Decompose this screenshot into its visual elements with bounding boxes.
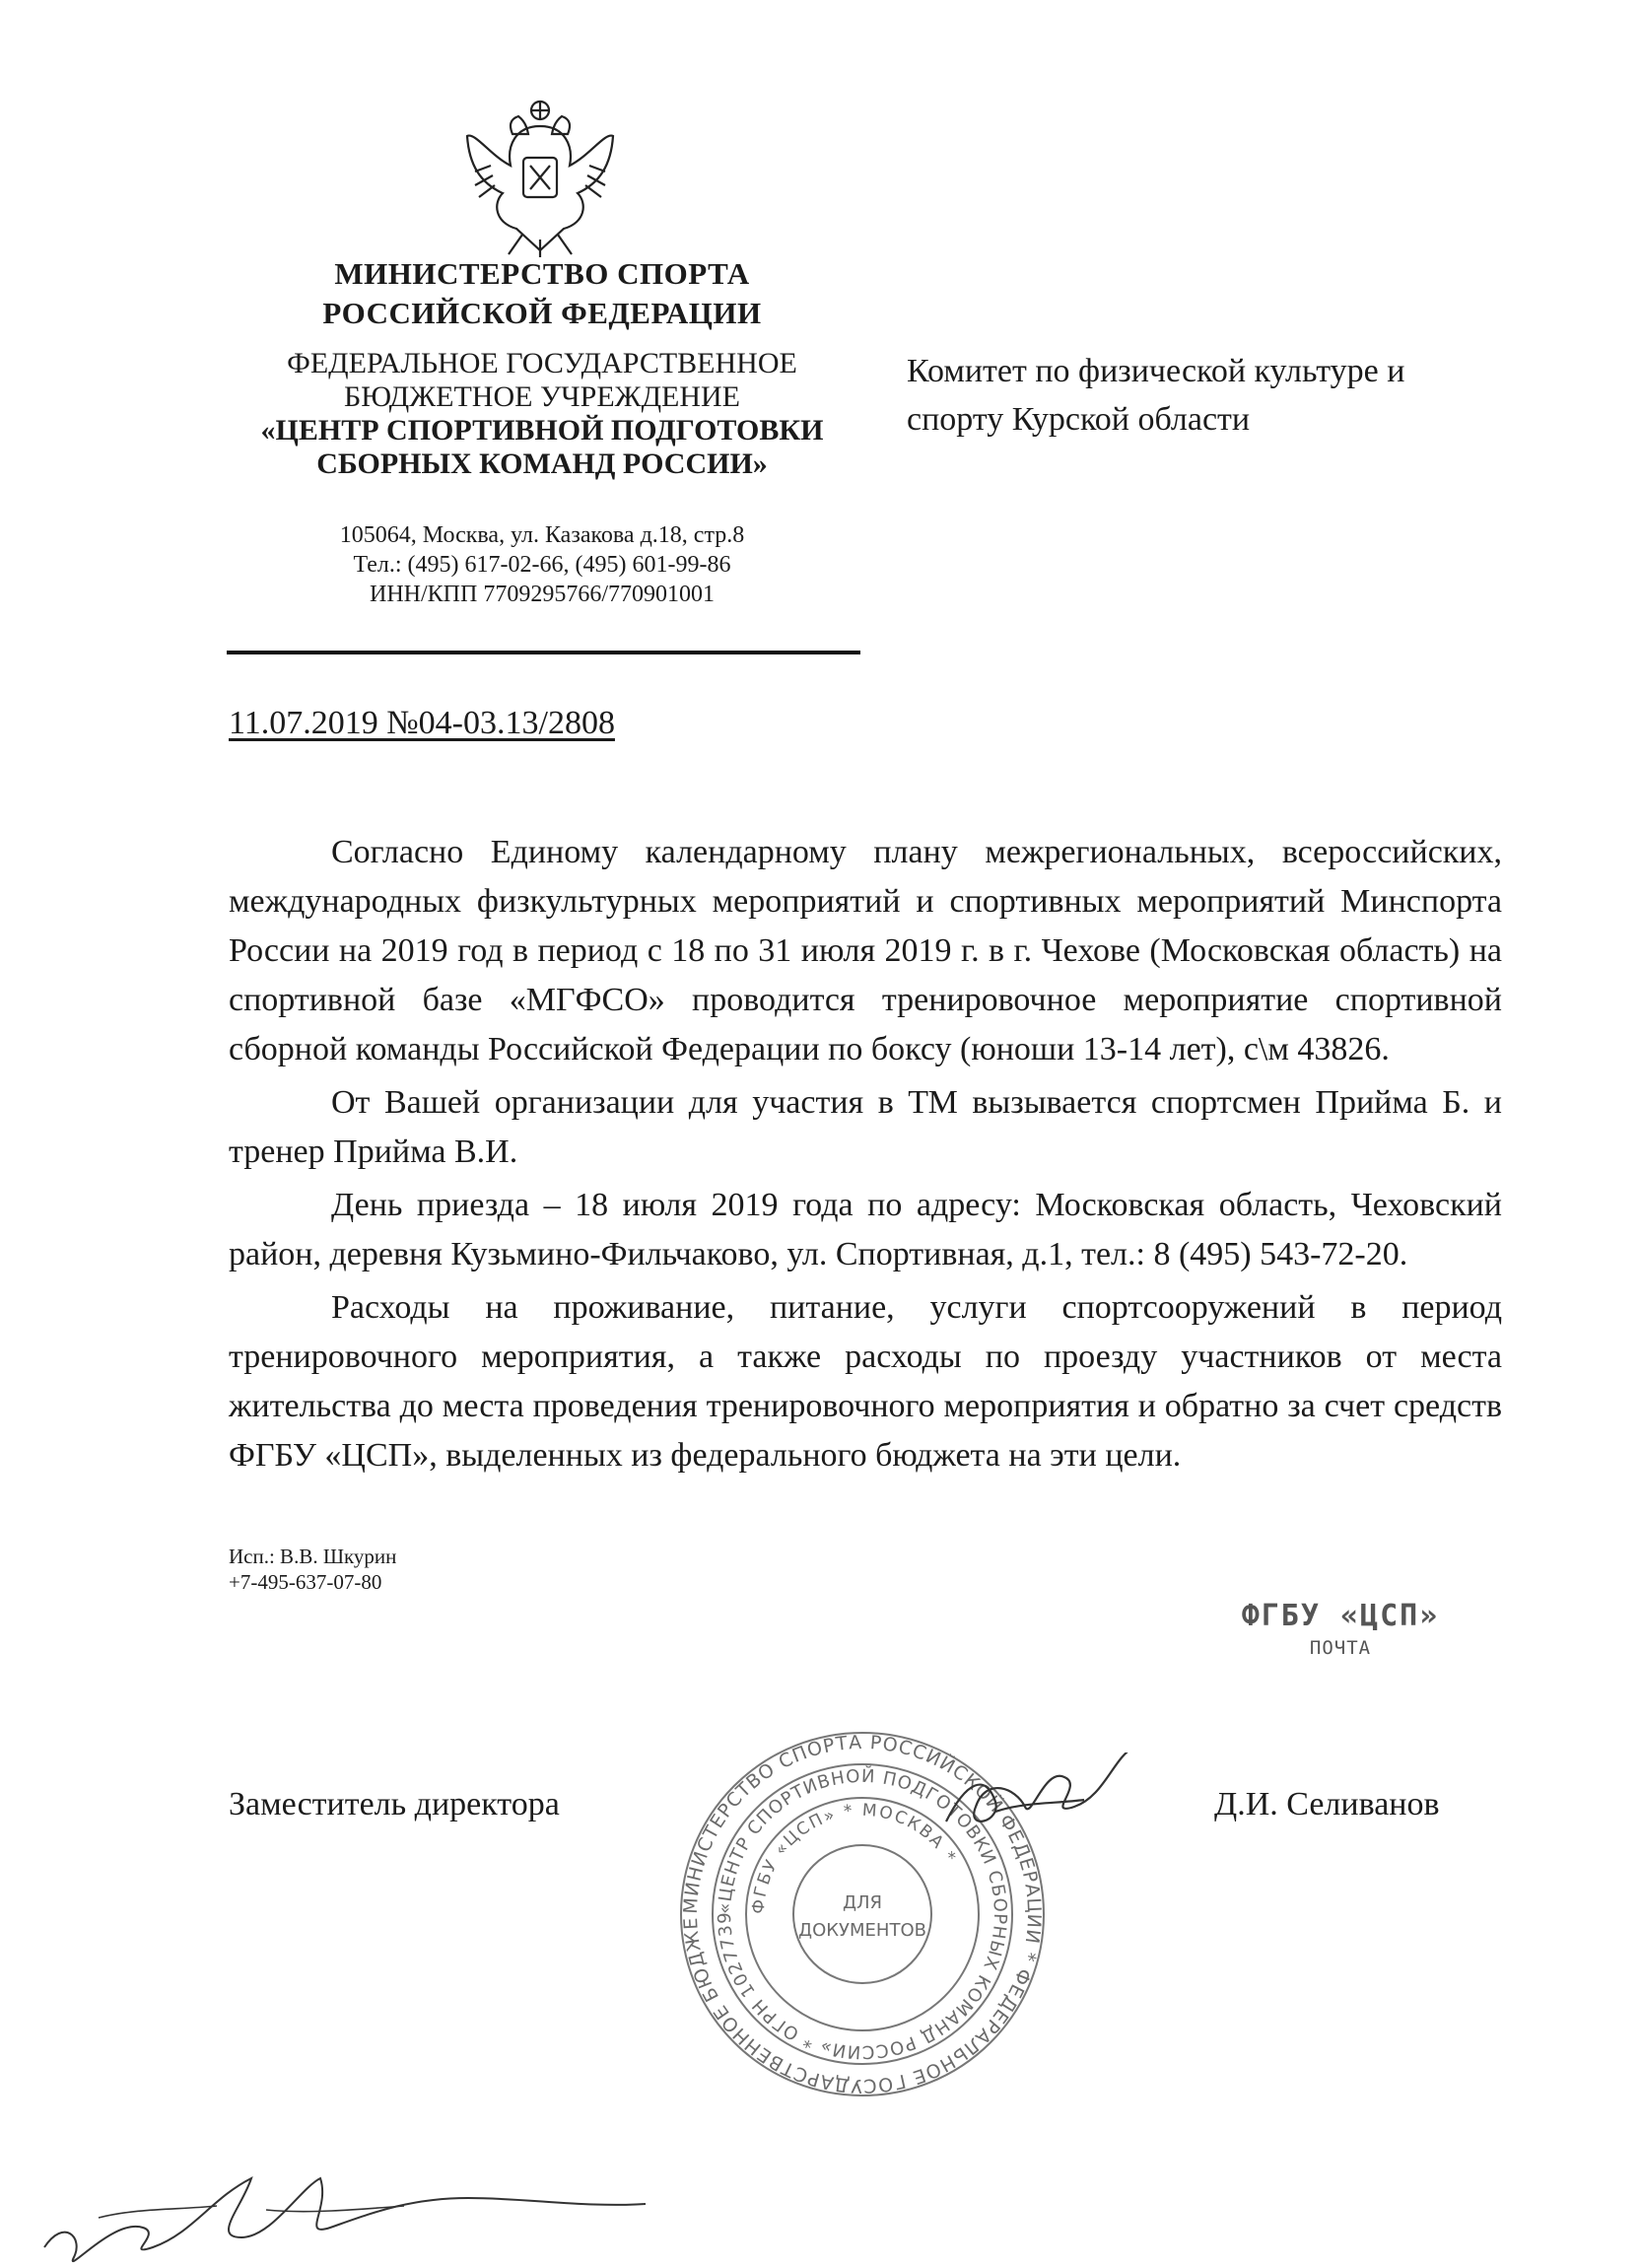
executor-phone: +7-495-637-07-80 [229, 1570, 382, 1594]
address: 105064, Москва, ул. Казакова д.18, стр.8 [339, 522, 745, 548]
paragraph: От Вашей организации для участия в ТМ вызывается спортсмен Прийма Б. и тренер Прийма В.И. [229, 1084, 1502, 1170]
document-number: 11.07.2019 №04-03.13/2808 [229, 705, 615, 741]
letter-body [229, 828, 1502, 1484]
signatory-name: Д.И. Селиванов [1214, 1786, 1440, 1822]
inn: ИНН/КПП 7709295766/770901001 [369, 582, 715, 607]
org-line: ФЕДЕРАЛЬНОЕ ГОСУДАРСТВЕННОЕ [287, 347, 797, 379]
signatory-title: Заместитель директора [229, 1786, 560, 1822]
mail-stamp-label: ПОЧТА [1309, 1637, 1372, 1659]
seal-middle-text: «ЦЕНТР СПОРТИВНОЙ ПОДГОТОВКИ СБОРНЫХ КОМАНД РОССИИ» * ОГРН 1027739 [714, 1765, 1011, 2063]
org-name-line: СБОРНЫХ КОМАНД РОССИИ» [316, 447, 768, 480]
ministry-header [246, 254, 838, 333]
recipient [887, 347, 1538, 444]
header-divider [227, 651, 860, 654]
mail-stamp-org: ФГБУ «ЦСП» [1241, 1599, 1440, 1633]
handwritten-signature [936, 1753, 1163, 1861]
seal-inner-text: ФГБУ «ЦСП» * МОСКВА * [748, 1800, 961, 1915]
ministry-line: РОССИЙСКОЙ ФЕДЕРАЦИИ [322, 296, 762, 330]
seal-center-line: ДЛЯ [842, 1892, 883, 1913]
mail-stamp [1232, 1599, 1449, 1659]
executor-block [229, 1544, 396, 1595]
org-name-line: «ЦЕНТР СПОРТИВНОЙ ПОДГОТОВКИ [260, 414, 824, 447]
org-line: БЮДЖЕТНОЕ УЧРЕЖДЕНИЕ [343, 380, 741, 413]
paragraph: Расходы на проживание, питание, услуги спортсооружений в период тренировочного мероприятия, а также расходы по проезду участников от места жительства до места проведения тренировочного мероприятия и обратно за счет средств ФГБУ «ЦСП», выделенных из федерального бюджета на эти цели. [229, 1289, 1502, 1474]
phone: Тел.: (495) 617-02-66, (495) 601-99-86 [353, 552, 731, 578]
recipient-line: спорту Курской области [907, 401, 1251, 438]
ministry-line: МИНИСТЕРСТВО СПОРТА [334, 256, 750, 291]
bottom-scribble [39, 2149, 670, 2263]
executor-name: Исп.: В.В. Шкурин [229, 1545, 397, 1568]
paragraph: День приезда – 18 июля 2019 года по адресу: Московская область, Чеховский район, деревня Кузьмино-Фильчаково, ул. Спортивная, д.1, тел.: 8 (495) 543-72-20. [229, 1187, 1502, 1272]
seal-center-line: ДОКУМЕНТОВ [798, 1920, 926, 1941]
coat-of-arms-icon [461, 97, 619, 269]
contact-block [217, 520, 867, 609]
seal-outer-text: МИНИСТЕРСТВО СПОРТА РОССИЙСКОЙ ФЕДЕРАЦИИ * ФЕДЕРАЛЬНОЕ ГОСУДАРСТВЕННОЕ БЮДЖЕ [679, 1731, 1046, 2097]
paragraph: Согласно Единому календарному плану межрегиональных, всероссийских, международных физкультурных мероприятий и спортивных мероприятий Минспорта России на 2019 год в период с 18 по 31 июля 2019 г. в г. Чехове (Московская область) на спортивной базе «МГФСО» проводится тренировочное мероприятие спортивной сборной команды Российской Федерации по боксу (юноши 13-14 лет), с\м 43826. [229, 834, 1502, 1067]
organization-header [207, 347, 877, 481]
recipient-line: Комитет по физической культуре и [907, 353, 1405, 389]
